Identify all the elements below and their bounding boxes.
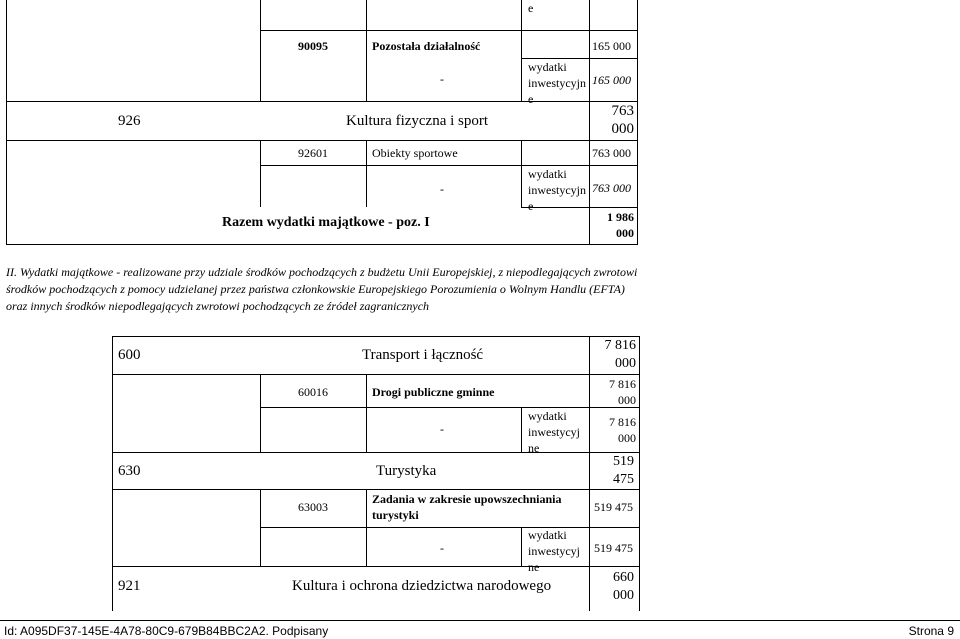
- subsection-code: 90095: [298, 39, 328, 53]
- expense-amount: 165 000: [592, 73, 631, 87]
- expense-amount: 519 475: [594, 541, 633, 555]
- subsection-name: Drogi publiczne gminne: [372, 385, 495, 399]
- subsection-amount: 7 816 000: [609, 377, 636, 407]
- footer-id: Id: A095DF37-145E-4A78-80C9-679B84BBC2A2. Podpisany: [4, 624, 329, 638]
- dash: -: [440, 182, 444, 196]
- subsection-code: 92601: [298, 146, 328, 160]
- expense-type: wydatki inwestycyj ne: [528, 409, 580, 455]
- expense-type: wydatki inwestycyj ne: [528, 528, 580, 574]
- division-code: 926: [118, 113, 141, 129]
- total-amount: 1 986 000: [607, 210, 634, 240]
- footer-rule: [0, 620, 960, 621]
- footer-page-number: Strona 9: [908, 624, 954, 638]
- dash: -: [440, 72, 444, 86]
- division-code: 600: [118, 347, 141, 363]
- expense-type: wydatki inwestycyjn e: [528, 167, 586, 213]
- subsection-name: Zadania w zakresie upowszechniania turystyki: [372, 492, 562, 522]
- division-name: Kultura i ochrona dziedzictwa narodowego: [292, 578, 552, 594]
- subsection-amount: 519 475: [594, 500, 633, 514]
- division-amount: 519 475: [613, 454, 634, 487]
- expense-amount: 7 816 000: [609, 415, 636, 445]
- subsection-code: 63003: [298, 500, 328, 514]
- subsection-code: 60016: [298, 385, 328, 399]
- subsection-name: Pozostała działalność: [372, 39, 481, 53]
- division-amount: 660 000: [613, 570, 634, 603]
- subsection-name: Obiekty sportowe: [372, 146, 458, 160]
- subsection-amount: 763 000: [592, 146, 631, 160]
- dash: -: [440, 422, 444, 436]
- dash: -: [440, 541, 444, 555]
- division-name: Transport i łączność: [362, 347, 484, 363]
- division-amount: 7 816 000: [604, 338, 636, 371]
- division-code: 630: [118, 463, 141, 479]
- section-heading: II. Wydatki majątkowe - realizowane przy udziale środków pochodzących z budżetu Unii Europejskiej, z niepodlegających zwrotowi środków pochodzących z pomocy udzielanej przez państwa członkowskie Europejskiego Porozumienia o Wolnym Handlu (EFTA) oraz innych środków niepodlegających zwrotowi pochodzących ze źródeł zagranicznych: [6, 265, 638, 313]
- division-amount: 763 000: [611, 103, 634, 137]
- fragment-top: e: [528, 1, 534, 15]
- expense-amount: 763 000: [592, 181, 631, 195]
- division-code: 921: [118, 578, 141, 594]
- division-name: Kultura fizyczna i sport: [346, 113, 489, 129]
- division-name: Turystyka: [376, 463, 437, 479]
- expense-type: wydatki inwestycyjn e: [528, 60, 586, 106]
- total-label: Razem wydatki majątkowe - poz. I: [222, 215, 430, 230]
- subsection-amount: 165 000: [592, 39, 631, 53]
